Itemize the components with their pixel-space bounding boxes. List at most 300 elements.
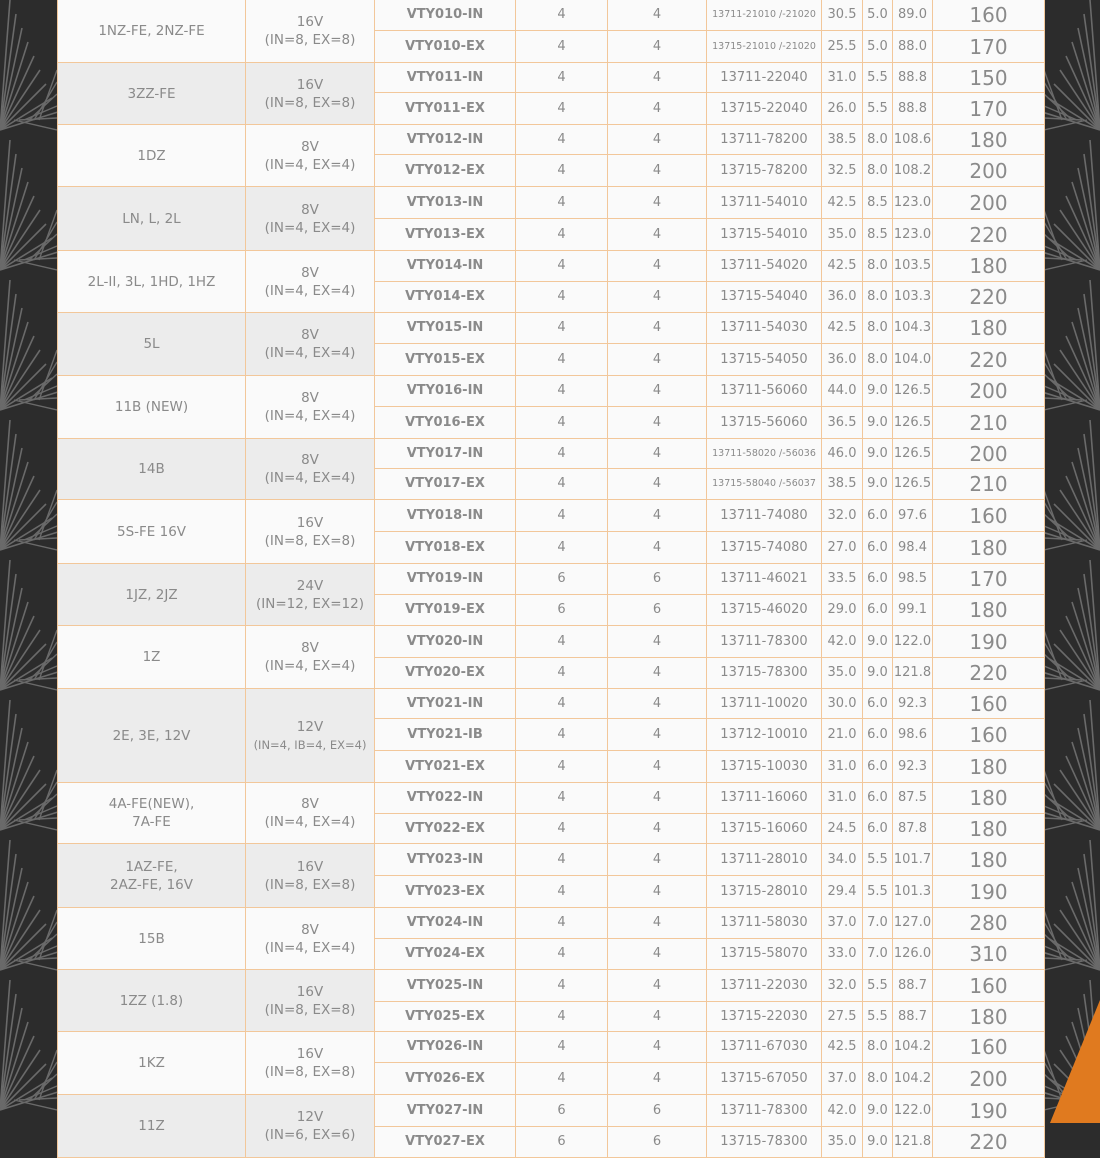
engine-cell [58, 187, 246, 251]
stem-diameter: 9.0 [863, 407, 893, 439]
valve-count: 8V [301, 327, 319, 343]
valve-length: 126.5 [893, 439, 933, 469]
stem-diameter: 7.0 [863, 908, 893, 939]
stem-diameter: 7.0 [863, 939, 893, 970]
engine-cell [58, 251, 246, 313]
valve-length: 88.8 [893, 63, 933, 93]
engine-label: 7A-FE [132, 814, 171, 830]
valve-config-cell [246, 187, 375, 251]
head-diameter: 32.0 [822, 500, 863, 532]
table-row [58, 970, 1045, 1002]
qty-cell: 4 [516, 1063, 608, 1095]
valve-detail: (IN=8, EX=8) [264, 1064, 356, 1080]
engine-label: 5S-FE 16V [116, 523, 187, 540]
part-number: 13715-54010 [707, 219, 822, 251]
qty-cell: 4 [608, 219, 707, 251]
qty-cell: 6 [516, 1127, 608, 1158]
right-decorative-border [1044, 0, 1100, 1123]
part-number: 13711-54030 [707, 313, 822, 344]
model-code: VTY015-IN [375, 313, 516, 344]
part-number: 13715-54050 [707, 344, 822, 376]
price-value: 180 [933, 783, 1045, 814]
qty-cell: 4 [516, 31, 608, 63]
price-value: 200 [933, 439, 1045, 469]
head-diameter: 46.0 [822, 439, 863, 469]
engine-cell [58, 783, 246, 844]
valve-length: 98.4 [893, 532, 933, 564]
model-code: VTY020-EX [375, 658, 516, 689]
price-value: 170 [933, 31, 1045, 63]
head-diameter: 31.0 [822, 783, 863, 814]
price-value: 310 [933, 939, 1045, 970]
valve-detail: (IN=8, EX=8) [264, 532, 356, 549]
qty-cell: 4 [608, 719, 707, 751]
valve-count: 8V [301, 138, 319, 155]
head-diameter: 35.0 [822, 1127, 863, 1158]
head-diameter: 34.0 [822, 844, 863, 876]
valve-config-cell [246, 439, 375, 500]
qty-cell: 6 [516, 1095, 608, 1127]
part-number: 13715-78300 [707, 1127, 822, 1158]
qty-cell: 4 [608, 187, 707, 219]
qty-cell: 4 [516, 626, 608, 658]
part-number: 13715-16060 [707, 814, 822, 844]
model-code: VTY023-IN [375, 844, 516, 876]
model-code: VTY021-EX [375, 751, 516, 783]
valve-detail: (IN=4, EX=4) [264, 408, 356, 424]
valve-config-cell [246, 500, 375, 564]
head-diameter: 31.0 [822, 751, 863, 783]
stem-diameter: 9.0 [863, 469, 893, 500]
price-value: 200 [933, 187, 1045, 219]
qty-cell: 4 [516, 125, 608, 155]
model-code: VTY026-EX [375, 1063, 516, 1095]
price-value: 180 [933, 595, 1045, 626]
qty-cell: 4 [516, 939, 608, 970]
valve-length: 103.5 [893, 251, 933, 282]
qty-cell: 4 [516, 155, 608, 187]
head-diameter: 42.5 [822, 187, 863, 219]
part-number: 13715-78300 [707, 658, 822, 689]
part-number: 13711-22030 [707, 970, 822, 1002]
head-diameter: 42.0 [822, 626, 863, 658]
head-diameter: 42.5 [822, 1032, 863, 1063]
table-row [58, 908, 1045, 939]
price-value: 160 [933, 970, 1045, 1002]
head-diameter: 31.0 [822, 63, 863, 93]
qty-cell: 4 [608, 93, 707, 125]
part-number: 13715-46020 [707, 595, 822, 626]
stem-diameter: 9.0 [863, 376, 893, 407]
qty-cell: 4 [516, 658, 608, 689]
stem-diameter: 5.0 [863, 31, 893, 63]
table-row [58, 313, 1045, 344]
price-value: 180 [933, 251, 1045, 282]
model-code: VTY011-EX [375, 93, 516, 125]
valve-config-cell [246, 908, 375, 970]
engine-label: 1ZZ (1.8) [119, 992, 184, 1009]
valve-detail: (IN=8, EX=8) [264, 1001, 356, 1018]
stem-diameter: 8.0 [863, 313, 893, 344]
valve-length: 97.6 [893, 500, 933, 532]
valve-length: 126.5 [893, 469, 933, 500]
model-code: VTY016-IN [375, 376, 516, 407]
model-code: VTY025-IN [375, 970, 516, 1002]
valve-count: 8V [301, 640, 319, 656]
valve-detail: (IN=4, EX=4) [264, 470, 356, 486]
qty-cell: 4 [516, 1032, 608, 1063]
valve-config-cell [246, 1095, 375, 1158]
valve-count: 12V [296, 1109, 324, 1125]
model-code: VTY013-EX [375, 219, 516, 251]
part-number: 13711-21010 /-21020 [707, 0, 822, 31]
head-diameter: 30.5 [822, 0, 863, 31]
valve-length: 88.8 [893, 93, 933, 125]
engine-cell [58, 689, 246, 783]
model-code: VTY015-EX [375, 344, 516, 376]
valve-length: 122.0 [893, 626, 933, 658]
stem-diameter: 5.5 [863, 93, 893, 125]
left-line-pattern [0, 0, 57, 1123]
price-value: 280 [933, 908, 1045, 939]
valve-length: 103.3 [893, 282, 933, 313]
valve-count: 8V [301, 390, 319, 406]
engine-cell [58, 908, 246, 970]
stem-diameter: 5.5 [863, 844, 893, 876]
engine-label: 4A-FE(NEW), [108, 796, 195, 812]
engine-label: 2L-II, 3L, 1HD, 1HZ [87, 273, 216, 290]
part-number: 13711-16060 [707, 783, 822, 814]
part-number: 13715-22030 [707, 1002, 822, 1032]
engine-label: 5L [143, 336, 160, 352]
part-number: 13711-78300 [707, 626, 822, 658]
head-diameter: 42.0 [822, 1095, 863, 1127]
price-value: 220 [933, 344, 1045, 376]
qty-cell: 4 [608, 844, 707, 876]
valve-config-cell [246, 1032, 375, 1095]
stem-diameter: 9.0 [863, 1127, 893, 1158]
engine-label: 14B [138, 461, 165, 477]
valve-length: 126.5 [893, 376, 933, 407]
model-code: VTY024-IN [375, 908, 516, 939]
valve-config-cell [246, 970, 375, 1032]
part-number: 13711-58020 /-56036 [707, 439, 822, 469]
model-code: VTY018-EX [375, 532, 516, 564]
valve-config-cell [246, 251, 375, 313]
head-diameter: 38.5 [822, 469, 863, 500]
part-number: 13715-21010 /-21020 [707, 31, 822, 63]
price-value: 200 [933, 376, 1045, 407]
qty-cell: 4 [516, 876, 608, 908]
model-code: VTY026-IN [375, 1032, 516, 1063]
engine-cell [58, 500, 246, 564]
part-number: 13715-28010 [707, 876, 822, 908]
stem-diameter: 8.5 [863, 187, 893, 219]
engine-label: 1AZ-FE, [125, 858, 178, 875]
part-number: 13711-78300 [707, 1095, 822, 1127]
valve-length: 104.3 [893, 313, 933, 344]
table-row [58, 0, 1045, 31]
part-number: 13711-22040 [707, 63, 822, 93]
valve-detail: (IN=4, EX=4) [264, 658, 356, 674]
valve-count: 8V [301, 264, 319, 281]
stem-diameter: 8.0 [863, 125, 893, 155]
engine-label: 15B [138, 930, 165, 947]
head-diameter: 21.0 [822, 719, 863, 751]
head-diameter: 36.0 [822, 344, 863, 376]
head-diameter: 38.5 [822, 125, 863, 155]
part-number: 13711-46021 [707, 564, 822, 595]
price-value: 160 [933, 0, 1045, 31]
engine-cell [58, 63, 246, 125]
qty-cell: 4 [516, 407, 608, 439]
valve-length: 88.0 [893, 31, 933, 63]
valve-detail: (IN=8, EX=8) [264, 32, 356, 48]
stem-diameter: 8.5 [863, 219, 893, 251]
valve-length: 87.8 [893, 814, 933, 844]
head-diameter: 25.5 [822, 31, 863, 63]
price-value: 180 [933, 532, 1045, 564]
price-value: 150 [933, 63, 1045, 93]
valve-length: 89.0 [893, 0, 933, 31]
price-value: 220 [933, 658, 1045, 689]
qty-cell: 4 [516, 187, 608, 219]
price-value: 220 [933, 1127, 1045, 1158]
head-diameter: 42.5 [822, 251, 863, 282]
stem-diameter: 8.0 [863, 282, 893, 313]
stem-diameter: 8.0 [863, 1063, 893, 1095]
qty-cell: 4 [516, 908, 608, 939]
valve-config-cell [246, 689, 375, 783]
engine-cell [58, 1095, 246, 1158]
stem-diameter: 9.0 [863, 658, 893, 689]
price-value: 160 [933, 719, 1045, 751]
stem-diameter: 5.0 [863, 0, 893, 31]
engine-cell [58, 844, 246, 908]
price-value: 180 [933, 313, 1045, 344]
head-diameter: 30.0 [822, 689, 863, 719]
model-code: VTY017-IN [375, 439, 516, 469]
qty-cell: 4 [516, 282, 608, 313]
model-code: VTY019-IN [375, 564, 516, 595]
valve-length: 104.2 [893, 1063, 933, 1095]
valve-length: 121.8 [893, 1127, 933, 1158]
valve-length: 123.0 [893, 219, 933, 251]
valve-length: 101.3 [893, 876, 933, 908]
stem-diameter: 8.0 [863, 155, 893, 187]
valve-config-cell [246, 844, 375, 908]
engine-label: 1Z [142, 649, 161, 665]
valve-detail: (IN=6, EX=6) [264, 1127, 356, 1143]
part-number: 13715-74080 [707, 532, 822, 564]
engine-label: 1DZ [137, 147, 166, 164]
qty-cell: 4 [608, 31, 707, 63]
valve-detail: (IN=4, EX=4) [264, 282, 356, 299]
price-value: 160 [933, 689, 1045, 719]
valve-length: 98.5 [893, 564, 933, 595]
qty-cell: 4 [516, 313, 608, 344]
part-number: 13711-56060 [707, 376, 822, 407]
left-decorative-border [0, 0, 57, 1123]
stem-diameter: 8.0 [863, 251, 893, 282]
qty-cell: 4 [608, 814, 707, 844]
qty-cell: 4 [516, 344, 608, 376]
part-number: 13711-67030 [707, 1032, 822, 1063]
valve-length: 123.0 [893, 187, 933, 219]
qty-cell: 4 [608, 63, 707, 93]
valve-detail: (IN=4, EX=4) [264, 219, 356, 236]
model-code: VTY014-IN [375, 251, 516, 282]
model-code: VTY024-EX [375, 939, 516, 970]
engine-cell [58, 1032, 246, 1095]
head-diameter: 27.0 [822, 532, 863, 564]
engine-label: 1KZ [138, 1055, 165, 1071]
stem-diameter: 6.0 [863, 564, 893, 595]
head-diameter: 35.0 [822, 219, 863, 251]
qty-cell: 4 [608, 939, 707, 970]
valve-length: 88.7 [893, 1002, 933, 1032]
qty-cell: 4 [516, 532, 608, 564]
head-diameter: 36.0 [822, 282, 863, 313]
qty-cell: 4 [608, 313, 707, 344]
engine-cell [58, 564, 246, 626]
part-number: 13711-58030 [707, 908, 822, 939]
model-code: VTY021-IB [375, 719, 516, 751]
stem-diameter: 5.5 [863, 970, 893, 1002]
head-diameter: 37.0 [822, 908, 863, 939]
valve-length: 108.6 [893, 125, 933, 155]
head-diameter: 35.0 [822, 658, 863, 689]
price-value: 200 [933, 155, 1045, 187]
head-diameter: 24.5 [822, 814, 863, 844]
head-diameter: 32.5 [822, 155, 863, 187]
head-diameter: 37.0 [822, 1063, 863, 1095]
engine-cell [58, 0, 246, 63]
model-code: VTY016-EX [375, 407, 516, 439]
qty-cell: 4 [516, 439, 608, 469]
stem-diameter: 8.0 [863, 1032, 893, 1063]
engine-label: 11B (NEW) [114, 399, 189, 415]
model-code: VTY019-EX [375, 595, 516, 626]
head-diameter: 42.5 [822, 313, 863, 344]
valve-count: 16V [296, 983, 324, 1000]
stem-diameter: 6.0 [863, 532, 893, 564]
price-value: 180 [933, 751, 1045, 783]
part-number: 13712-10010 [707, 719, 822, 751]
valve-length: 88.7 [893, 970, 933, 1002]
valve-config-cell [246, 0, 375, 63]
engine-cell [58, 125, 246, 187]
table-row [58, 500, 1045, 532]
valve-count: 16V [296, 858, 324, 875]
head-diameter: 36.5 [822, 407, 863, 439]
valve-length: 87.5 [893, 783, 933, 814]
model-code: VTY027-IN [375, 1095, 516, 1127]
part-number: 13711-54020 [707, 251, 822, 282]
right-line-pattern [1044, 0, 1100, 1123]
table-row [58, 1032, 1045, 1063]
valve-length: 104.0 [893, 344, 933, 376]
valve-detail: (IN=4, EX=4) [264, 345, 356, 361]
valve-length: 104.2 [893, 1032, 933, 1063]
model-code: VTY027-EX [375, 1127, 516, 1158]
stem-diameter: 6.0 [863, 689, 893, 719]
part-number: 13715-58040 /-56037 [707, 469, 822, 500]
head-diameter: 33.0 [822, 939, 863, 970]
model-code: VTY020-IN [375, 626, 516, 658]
orange-accent-shape [1050, 1000, 1100, 1123]
qty-cell: 4 [516, 719, 608, 751]
price-value: 170 [933, 93, 1045, 125]
stem-diameter: 6.0 [863, 595, 893, 626]
head-diameter: 29.4 [822, 876, 863, 908]
valve-detail: (IN=12, EX=12) [256, 595, 364, 612]
qty-cell: 4 [516, 689, 608, 719]
table-row [58, 564, 1045, 595]
valve-config-cell [246, 626, 375, 689]
stem-diameter: 6.0 [863, 814, 893, 844]
part-number: 13715-56060 [707, 407, 822, 439]
table-row [58, 689, 1045, 719]
qty-cell: 6 [608, 564, 707, 595]
qty-cell: 6 [608, 1127, 707, 1158]
engine-label: 2AZ-FE, 16V [110, 876, 193, 893]
engine-cell [58, 970, 246, 1032]
head-diameter: 27.5 [822, 1002, 863, 1032]
valve-config-cell [246, 125, 375, 187]
stem-diameter: 8.0 [863, 344, 893, 376]
valve-length: 99.1 [893, 595, 933, 626]
valve-length: 92.3 [893, 751, 933, 783]
model-code: VTY023-EX [375, 876, 516, 908]
qty-cell: 4 [608, 439, 707, 469]
qty-cell: 4 [516, 500, 608, 532]
model-code: VTY017-EX [375, 469, 516, 500]
part-number: 13711-54010 [707, 187, 822, 219]
qty-cell: 4 [608, 155, 707, 187]
head-diameter: 29.0 [822, 595, 863, 626]
engine-cell [58, 626, 246, 689]
part-number: 13715-22040 [707, 93, 822, 125]
valve-length: 108.2 [893, 155, 933, 187]
valve-detail: (IN=8, EX=8) [264, 876, 356, 893]
qty-cell: 4 [608, 908, 707, 939]
price-value: 170 [933, 564, 1045, 595]
valve-config-cell [246, 783, 375, 844]
part-number: 13711-10020 [707, 689, 822, 719]
stem-diameter: 5.5 [863, 63, 893, 93]
qty-cell: 4 [608, 125, 707, 155]
part-number: 13715-54040 [707, 282, 822, 313]
model-code: VTY021-IN [375, 689, 516, 719]
stem-diameter: 9.0 [863, 626, 893, 658]
valve-detail: (IN=4, EX=4) [264, 814, 356, 830]
engine-label: LN, L, 2L [122, 210, 181, 227]
part-number: 13711-28010 [707, 844, 822, 876]
engine-label: 3ZZ-FE [127, 85, 176, 102]
qty-cell: 4 [516, 251, 608, 282]
qty-cell: 4 [608, 783, 707, 814]
head-diameter: 44.0 [822, 376, 863, 407]
qty-cell: 4 [608, 1063, 707, 1095]
qty-cell: 4 [608, 626, 707, 658]
model-code: VTY012-IN [375, 125, 516, 155]
qty-cell: 4 [516, 63, 608, 93]
valve-length: 92.3 [893, 689, 933, 719]
valve-config-cell [246, 564, 375, 626]
qty-cell: 6 [516, 595, 608, 626]
model-code: VTY022-IN [375, 783, 516, 814]
